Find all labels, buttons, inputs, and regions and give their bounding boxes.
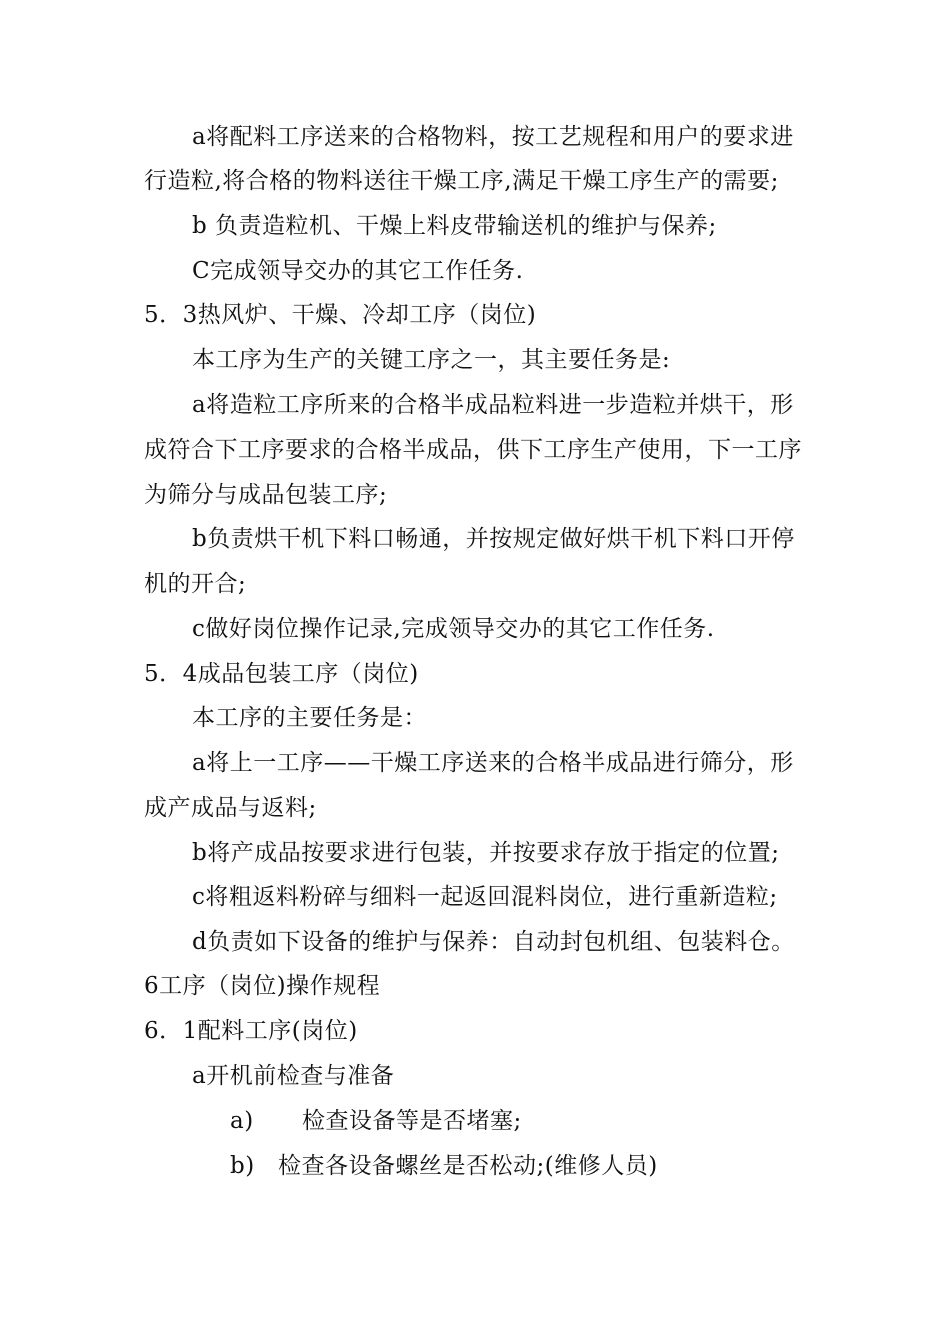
paragraph-line: c将粗返料粉碎与细料一起返回混料岗位，进行重新造粒; bbox=[192, 884, 778, 910]
paragraph-line: 行造粒,将合格的物料送往干燥工序,满足干燥工序生产的需要; bbox=[144, 168, 779, 194]
list-item bbox=[230, 1106, 522, 1136]
section-heading: 5．3热风炉、干燥、冷却工序（岗位) bbox=[144, 302, 537, 328]
paragraph-line: a开机前检查与准备 bbox=[192, 1063, 395, 1089]
list-item-label: a) bbox=[230, 1108, 254, 1134]
section-heading: 6．1配料工序(岗位) bbox=[144, 1018, 358, 1044]
paragraph-line: 成符合下工序要求的合格半成品，供下工序生产使用，下一工序 bbox=[144, 437, 802, 463]
paragraph-line: a将配料工序送来的合格物料，按工艺规程和用户的要求进 bbox=[192, 124, 794, 150]
list-item-label: b) bbox=[230, 1153, 255, 1179]
section-heading: 6工序（岗位)操作规程 bbox=[144, 973, 381, 999]
paragraph-line: 为筛分与成品包装工序; bbox=[144, 482, 388, 508]
paragraph-line: b将产成品按要求进行包装，并按要求存放于指定的位置; bbox=[192, 840, 780, 866]
section-heading: 5．4成品包装工序（岗位) bbox=[144, 661, 419, 687]
paragraph-line: c做好岗位操作记录,完成领导交办的其它工作任务. bbox=[192, 616, 715, 642]
paragraph-line: d负责如下设备的维护与保养：自动封包机组、包装料仓。 bbox=[192, 929, 795, 955]
list-item-text: 检查各设备螺丝是否松动;(维修人员) bbox=[278, 1153, 658, 1179]
list-item-text: 检查设备等是否堵塞; bbox=[302, 1108, 522, 1134]
paragraph-line: C完成领导交办的其它工作任务. bbox=[192, 258, 524, 284]
paragraph-line: b负责烘干机下料口畅通，并按规定做好烘干机下料口开停 bbox=[192, 526, 795, 552]
paragraph-line: b 负责造粒机、干燥上料皮带输送机的维护与保养; bbox=[192, 213, 717, 239]
paragraph-line: a将造粒工序所来的合格半成品粒料进一步造粒并烘干，形 bbox=[192, 392, 794, 418]
list-item bbox=[230, 1151, 658, 1181]
paragraph-line: 本工序为生产的关键工序之一，其主要任务是: bbox=[192, 347, 671, 373]
paragraph-line: 成产成品与返料; bbox=[144, 795, 317, 821]
paragraph-line: 机的开合; bbox=[144, 571, 247, 597]
paragraph-line: 本工序的主要任务是： bbox=[192, 705, 427, 731]
paragraph-line: a将上一工序——干燥工序送来的合格半成品进行筛分，形 bbox=[192, 750, 794, 776]
